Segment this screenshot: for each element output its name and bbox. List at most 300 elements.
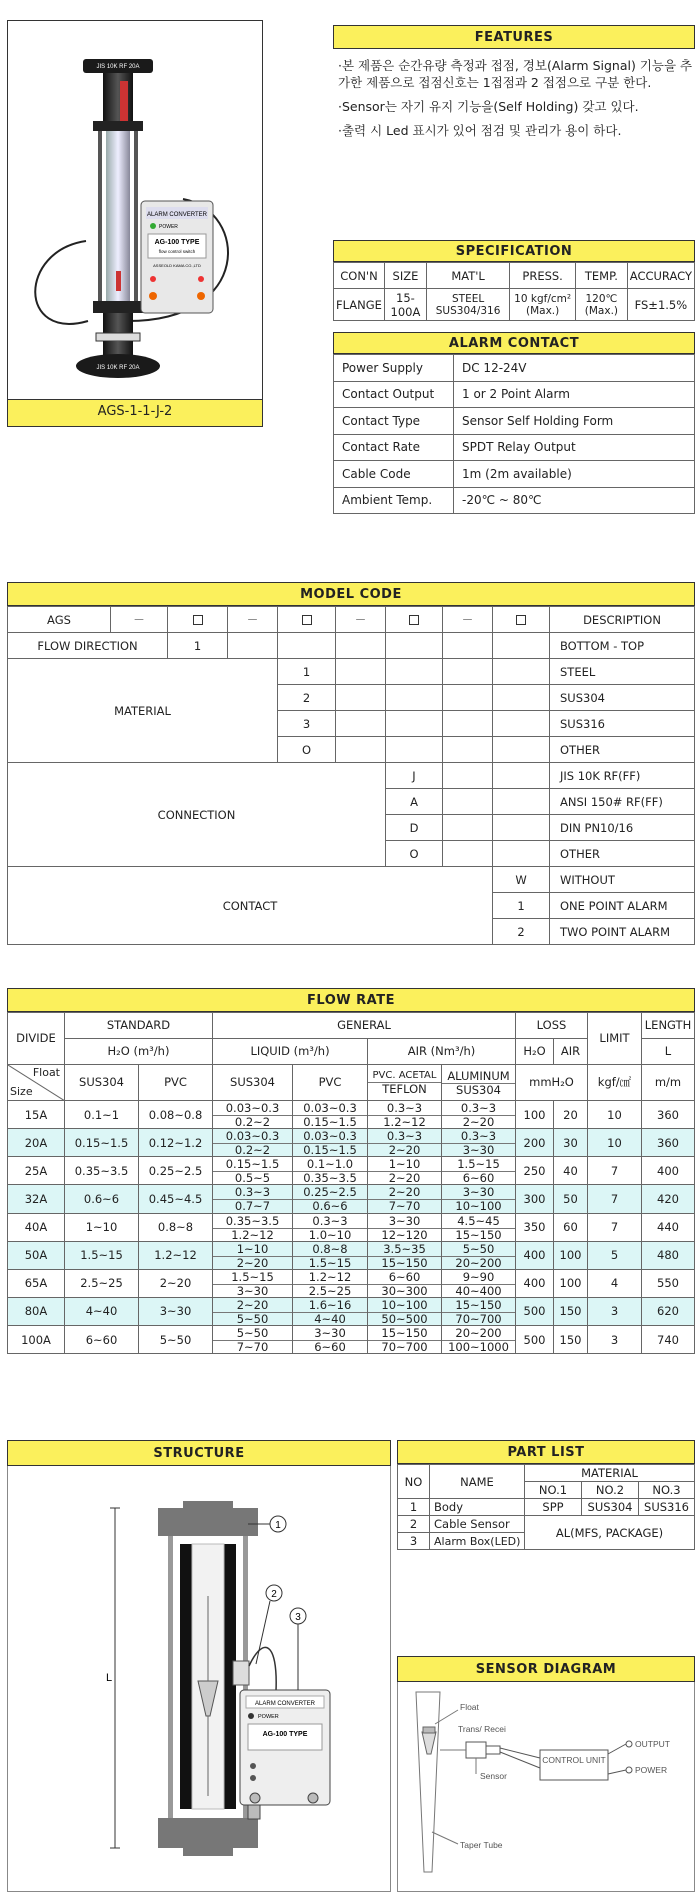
mc-box xyxy=(278,607,336,633)
fr-air-al-low: 5~50 xyxy=(442,1242,515,1257)
fr-liquid-sus304-low: 2~20 xyxy=(213,1298,292,1313)
feature-item: ·출력 시 Led 표시가 있어 점검 및 관리가 용이 하다. xyxy=(338,122,622,138)
label-trans: Trans/ Recei xyxy=(458,1724,506,1734)
fr-air-al-high: 15~150 xyxy=(455,1227,502,1242)
fr-air-al-low: 3~30 xyxy=(442,1185,515,1200)
mc-box xyxy=(493,607,550,633)
fr-liquid-sus304-low: 1.5~15 xyxy=(213,1270,292,1285)
structure-box-title: ALARM CONVERTER xyxy=(255,1701,315,1707)
fr-length: 360 xyxy=(642,1101,695,1129)
fr-loss-h2o: 400 xyxy=(516,1241,554,1269)
fr-length: 420 xyxy=(642,1185,695,1213)
pl-row-no: 3 xyxy=(398,1533,430,1550)
fr-h-pvc-acetal-label: PVC. ACETAL xyxy=(368,1070,441,1084)
flange-label-bottom: JIS 10K RF 20A xyxy=(96,365,140,371)
flow-rate-row xyxy=(8,1129,695,1157)
fr-liquid-sus304-high: 1.2~12 xyxy=(231,1227,274,1242)
fr-h-aluminum-label: ALUMINUM xyxy=(442,1069,515,1084)
fr-liquid-sus304 xyxy=(213,1297,293,1325)
fr-air-pvc-low: 10~100 xyxy=(368,1298,441,1313)
fr-loss-h2o: 300 xyxy=(516,1185,554,1213)
fr-h-sus304: SUS304 xyxy=(213,1065,293,1101)
ac-value: SPDT Relay Output xyxy=(454,434,695,461)
mc-dash: － xyxy=(111,607,168,633)
flow-rate-row xyxy=(8,1101,695,1129)
mc-desc: SUS304 xyxy=(550,685,695,711)
fr-air-al-high: 70~700 xyxy=(455,1311,502,1326)
ac-value: DC 12-24V xyxy=(454,355,695,382)
fr-size: 100A xyxy=(8,1326,65,1354)
fr-liquid-pvc-high: 2.5~25 xyxy=(308,1283,352,1298)
fr-std-pvc: 2~20 xyxy=(139,1269,213,1297)
pl-shared-material: AL(MFS, PACKAGE) xyxy=(525,1516,695,1550)
spec-value: FLANGE xyxy=(334,289,385,321)
fr-liquid-pvc xyxy=(293,1129,368,1157)
mc-desc: TWO POINT ALARM xyxy=(550,919,695,945)
fr-h-teflon: TEFLON xyxy=(382,1082,427,1097)
pl-row-no: 2 xyxy=(398,1516,430,1533)
fr-liquid-pvc-high: 6~60 xyxy=(314,1340,346,1355)
fr-length: 480 xyxy=(642,1241,695,1269)
ac-value: -20℃ ~ 80℃ xyxy=(454,487,695,514)
pl-row-m2: SUS304 xyxy=(582,1499,639,1516)
fr-liquid-pvc xyxy=(293,1269,368,1297)
fr-liquid-pvc-low: 0.1~1.0 xyxy=(293,1157,367,1172)
fr-liquid-pvc-high: 0.15~1.5 xyxy=(303,1143,357,1158)
fr-air-pvc-high: 15~150 xyxy=(381,1255,428,1270)
fr-h-sus304: SUS304 xyxy=(65,1065,139,1101)
fr-air-pvc xyxy=(368,1269,442,1297)
specification-header: SPECIFICATION xyxy=(333,240,695,262)
label-output: OUTPUT xyxy=(635,1739,670,1749)
fr-std-pvc: 0.25~2.5 xyxy=(139,1157,213,1185)
product-caption: AGS-1-1-J-2 xyxy=(8,399,262,426)
fr-liquid-sus304-high: 0.2~2 xyxy=(234,1143,271,1158)
mc-code: A xyxy=(386,789,443,815)
fr-liquid-sus304 xyxy=(213,1241,293,1269)
mc-code: D xyxy=(386,815,443,841)
fr-size: 20A xyxy=(8,1129,65,1157)
mc-flow-direction-label: FLOW DIRECTION xyxy=(8,633,168,659)
mc-code: 2 xyxy=(493,919,550,945)
fr-liquid-sus304 xyxy=(213,1213,293,1241)
product-photo xyxy=(8,21,262,399)
ac-label: Contact Type xyxy=(334,408,454,435)
pl-row-no: 1 xyxy=(398,1499,430,1516)
label-power: POWER xyxy=(635,1765,668,1775)
fr-air-al-high: 2~20 xyxy=(462,1115,495,1130)
fr-limit: 5 xyxy=(588,1241,642,1269)
feature-item: ·본 제품은 순간유량 측정과 접점, 경보(Alarm Signal) 기능을 추가한 제품으로 접점신호는 1접점과 2 접점으로 구분 한다. xyxy=(338,58,693,90)
fr-loss-air: 100 xyxy=(554,1241,588,1269)
fr-loss-h2o: H₂O xyxy=(516,1039,554,1065)
flow-rate-table xyxy=(7,1012,695,1354)
fr-liquid-sus304-low: 1~10 xyxy=(213,1242,292,1257)
fr-loss-air: 30 xyxy=(554,1129,588,1157)
fr-std-pvc: 0.45~4.5 xyxy=(139,1185,213,1213)
fr-length: 550 xyxy=(642,1269,695,1297)
fr-liquid-pvc-low: 1.2~12 xyxy=(293,1270,367,1285)
fr-std-sus304: 2.5~25 xyxy=(65,1269,139,1297)
fr-liquid-sus304-low: 0.03~0.3 xyxy=(213,1101,292,1116)
fr-liquid-sus304-high: 7~70 xyxy=(236,1340,269,1355)
fr-air-pvc xyxy=(368,1213,442,1241)
fr-h-pvc: PVC xyxy=(293,1065,368,1101)
fr-loss: LOSS xyxy=(516,1013,588,1039)
fr-size: 15A xyxy=(8,1101,65,1129)
mc-desc: ONE POINT ALARM xyxy=(550,893,695,919)
fr-air-al-low: 15~150 xyxy=(442,1298,515,1313)
fr-limit: 10 xyxy=(588,1101,642,1129)
fr-length: 400 xyxy=(642,1157,695,1185)
fr-liquid-pvc-low: 0.8~8 xyxy=(293,1242,367,1257)
structure-box-model: AG-100 TYPE xyxy=(262,1731,308,1738)
fr-liquid-pvc-high: 0.15~1.5 xyxy=(303,1115,357,1130)
callout-3: 3 xyxy=(295,1612,301,1623)
fr-std-sus304: 6~60 xyxy=(65,1326,139,1354)
fr-std-sus304: 1~10 xyxy=(65,1213,139,1241)
pl-no-header: NO xyxy=(398,1465,430,1499)
fr-loss-h2o: 100 xyxy=(516,1101,554,1129)
structure-drawing-panel xyxy=(7,1466,391,1892)
pl-material-header: MATERIAL xyxy=(525,1465,695,1482)
fr-std-sus304: 0.6~6 xyxy=(65,1185,139,1213)
model-code-header: MODEL CODE xyxy=(7,582,695,606)
mc-dash: － xyxy=(443,607,493,633)
fr-limit: 7 xyxy=(588,1185,642,1213)
fr-general: GENERAL xyxy=(213,1013,516,1039)
fr-air-al xyxy=(442,1326,516,1354)
fr-liquid-sus304 xyxy=(213,1326,293,1354)
fr-size: 40A xyxy=(8,1213,65,1241)
fr-loss-h2o: 500 xyxy=(516,1326,554,1354)
fr-h-aluminum xyxy=(442,1065,516,1101)
fr-liquid-pvc-high: 1.0~10 xyxy=(308,1227,352,1242)
fr-air-pvc-high: 2~20 xyxy=(388,1143,421,1158)
fr-h-pvc: PVC xyxy=(139,1065,213,1101)
fr-liquid: LIQUID (m³/h) xyxy=(213,1039,368,1065)
fr-air-al-high: 3~30 xyxy=(462,1143,495,1158)
fr-loss-air: 100 xyxy=(554,1269,588,1297)
ac-label: Contact Rate xyxy=(334,434,454,461)
fr-air-al-high: 10~100 xyxy=(455,1199,502,1214)
ac-label: Ambient Temp. xyxy=(334,487,454,514)
label-float: Float xyxy=(460,1702,479,1712)
spec-header: TEMP. xyxy=(576,263,628,289)
fr-air-al xyxy=(442,1157,516,1185)
fr-length: 620 xyxy=(642,1297,695,1325)
fr-std-pvc: 0.08~0.8 xyxy=(139,1101,213,1129)
fr-air-pvc-low: 0.3~3 xyxy=(368,1101,441,1116)
mc-code: 1 xyxy=(168,633,228,659)
fr-air-pvc xyxy=(368,1129,442,1157)
fr-air-pvc-high: 12~120 xyxy=(381,1227,428,1242)
mc-desc: ANSI 150# RF(FF) xyxy=(550,789,695,815)
fr-h-pvc-acetal xyxy=(368,1065,442,1101)
fr-liquid-sus304-low: 0.35~3.5 xyxy=(213,1214,292,1229)
fr-liquid-pvc-high: 4~40 xyxy=(314,1311,346,1326)
feature-item: ·Sensor는 자기 유지 기능을(Self Holding) 갖고 있다. xyxy=(338,98,639,114)
fr-loss-h2o: 400 xyxy=(516,1269,554,1297)
fr-liquid-sus304-high: 2~20 xyxy=(236,1255,269,1270)
fr-std-sus304: 0.1~1 xyxy=(65,1101,139,1129)
fr-air-pvc-high: 2~20 xyxy=(388,1171,421,1186)
ac-label: Cable Code xyxy=(334,461,454,488)
fr-limit: 3 xyxy=(588,1326,642,1354)
mc-box xyxy=(168,607,228,633)
fr-len-l: L xyxy=(642,1039,695,1065)
fr-air-al xyxy=(442,1129,516,1157)
fr-size: 32A xyxy=(8,1185,65,1213)
callout-1: 1 xyxy=(275,1520,281,1531)
fr-liquid-sus304 xyxy=(213,1101,293,1129)
fr-length: 360 xyxy=(642,1129,695,1157)
mc-desc: STEEL xyxy=(550,659,695,685)
mc-code: 1 xyxy=(278,659,336,685)
fr-size: Size xyxy=(10,1085,33,1099)
fr-h-mmh2o: mmH₂O xyxy=(516,1065,588,1101)
spec-value: 10 kgf/cm² (Max.) xyxy=(510,289,576,321)
flow-rate-row xyxy=(8,1297,695,1325)
structure-drawing xyxy=(8,1466,390,1890)
fr-liquid-pvc-high: 0.35~3.5 xyxy=(303,1171,357,1186)
fr-liquid-sus304 xyxy=(213,1185,293,1213)
fr-standard: STANDARD xyxy=(65,1013,213,1039)
fr-air-al-low: 20~200 xyxy=(442,1326,515,1341)
fr-liquid-sus304-low: 5~50 xyxy=(213,1326,292,1341)
flow-rate-header: FLOW RATE xyxy=(7,988,695,1012)
fr-air-pvc-high: 1.2~12 xyxy=(383,1115,426,1130)
pl-no3: NO.3 xyxy=(639,1482,695,1499)
pl-row-m1: SPP xyxy=(525,1499,582,1516)
fr-divide: DIVIDE xyxy=(8,1013,65,1065)
fr-std-pvc: 0.12~1.2 xyxy=(139,1129,213,1157)
fr-size: 65A xyxy=(8,1269,65,1297)
fr-liquid-pvc-low: 0.25~2.5 xyxy=(293,1185,367,1200)
fr-air-al xyxy=(442,1269,516,1297)
fr-limit: 7 xyxy=(588,1157,642,1185)
fr-liquid-sus304 xyxy=(213,1129,293,1157)
product-photo-panel xyxy=(7,20,263,427)
fr-liquid-pvc-low: 1.6~16 xyxy=(293,1298,367,1313)
box-sub: flow control switch xyxy=(158,249,196,254)
flange-label-top: JIS 10K RF 20A xyxy=(96,64,140,70)
fr-liquid-pvc xyxy=(293,1241,368,1269)
mc-contact-label: CONTACT xyxy=(8,867,493,945)
fr-std-pvc: 3~30 xyxy=(139,1297,213,1325)
fr-std-sus304: 4~40 xyxy=(65,1297,139,1325)
fr-air-al-low: 1.5~15 xyxy=(442,1157,515,1172)
ac-label: Power Supply xyxy=(334,355,454,382)
box-model: AG-100 TYPE xyxy=(154,239,200,246)
fr-loss-h2o: 350 xyxy=(516,1213,554,1241)
fr-liquid-pvc xyxy=(293,1297,368,1325)
fr-liquid-pvc-high: 1.5~15 xyxy=(308,1255,352,1270)
mc-code: W xyxy=(493,867,550,893)
mc-dash: － xyxy=(336,607,386,633)
fr-float: Float xyxy=(32,1066,60,1079)
spec-header: CON'N xyxy=(334,263,385,289)
fr-h-mm: m/m xyxy=(642,1065,695,1101)
fr-air-pvc xyxy=(368,1297,442,1325)
fr-std-sus304: 1.5~15 xyxy=(65,1241,139,1269)
fr-liquid-sus304-high: 0.7~7 xyxy=(234,1199,271,1214)
flow-rate-row xyxy=(8,1213,695,1241)
mc-desc: WITHOUT xyxy=(550,867,695,893)
fr-loss-air: 50 xyxy=(554,1185,588,1213)
mc-material-label: MATERIAL xyxy=(8,659,278,763)
fr-liquid-sus304-high: 0.2~2 xyxy=(234,1115,271,1130)
mc-prefix: AGS xyxy=(8,607,111,633)
fr-length: 440 xyxy=(642,1213,695,1241)
spec-value: FS±1.5% xyxy=(627,289,694,321)
fr-air-al-low: 0.3~3 xyxy=(442,1129,515,1144)
fr-liquid-pvc-low: 0.3~3 xyxy=(293,1214,367,1229)
fr-air-pvc-low: 6~60 xyxy=(368,1270,441,1285)
mc-code: 1 xyxy=(493,893,550,919)
fr-air-al-low: 4.5~45 xyxy=(442,1214,515,1229)
ac-value: Sensor Self Holding Form xyxy=(454,408,695,435)
fr-limit: 10 xyxy=(588,1129,642,1157)
spec-value: STEEL SUS304/316 xyxy=(426,289,509,321)
fr-liquid-pvc-low: 3~30 xyxy=(293,1326,367,1341)
fr-air-pvc-low: 0.3~3 xyxy=(368,1129,441,1144)
ac-value: 1m (2m available) xyxy=(454,461,695,488)
fr-air-pvc-low: 3~30 xyxy=(368,1214,441,1229)
fr-liquid-pvc xyxy=(293,1326,368,1354)
fr-air-al xyxy=(442,1241,516,1269)
fr-liquid-sus304-low: 0.03~0.3 xyxy=(213,1129,292,1144)
fr-loss-air: 20 xyxy=(554,1101,588,1129)
fr-loss-h2o: 250 xyxy=(516,1157,554,1185)
fr-air-pvc xyxy=(368,1157,442,1185)
fr-loss-air: 60 xyxy=(554,1213,588,1241)
fr-air-pvc xyxy=(368,1326,442,1354)
label-sensor: Sensor xyxy=(480,1771,507,1781)
flow-rate-row xyxy=(8,1185,695,1213)
fr-h-al-sus304: SUS304 xyxy=(456,1083,501,1097)
mc-code: O xyxy=(386,841,443,867)
fr-size: 80A xyxy=(8,1297,65,1325)
fr-size: 25A xyxy=(8,1157,65,1185)
fr-air-pvc-high: 7~70 xyxy=(388,1199,421,1214)
fr-liquid-sus304-high: 5~50 xyxy=(236,1311,269,1326)
fr-air-al xyxy=(442,1213,516,1241)
fr-std-pvc: 1.2~12 xyxy=(139,1241,213,1269)
fr-std-pvc: 5~50 xyxy=(139,1326,213,1354)
sensor-diagram-panel xyxy=(397,1682,695,1892)
fr-liquid-sus304 xyxy=(213,1269,293,1297)
alarm-contact-header: ALARM CONTACT xyxy=(333,332,695,354)
fr-liquid-pvc xyxy=(293,1101,368,1129)
fr-air: AIR (Nm³/h) xyxy=(368,1039,516,1065)
ac-value: 1 or 2 Point Alarm xyxy=(454,381,695,408)
fr-liquid-pvc-low: 0.03~0.3 xyxy=(293,1101,367,1116)
box-title: ALARM CONVERTER xyxy=(147,212,207,218)
mc-box xyxy=(386,607,443,633)
mc-code: J xyxy=(386,763,443,789)
spec-value: 120℃ (Max.) xyxy=(576,289,628,321)
flow-rate-row xyxy=(8,1157,695,1185)
mc-code: O xyxy=(278,737,336,763)
fr-air-al xyxy=(442,1297,516,1325)
fr-loss-h2o: 500 xyxy=(516,1297,554,1325)
fr-air-al-high: 40~400 xyxy=(455,1283,502,1298)
fr-loss-h2o: 200 xyxy=(516,1129,554,1157)
fr-loss-air: 40 xyxy=(554,1157,588,1185)
pl-no1: NO.1 xyxy=(525,1482,582,1499)
fr-float-size xyxy=(8,1065,65,1101)
mc-desc: JIS 10K RF(FF) xyxy=(550,763,695,789)
fr-air-al-low: 9~90 xyxy=(442,1270,515,1285)
fr-liquid-pvc xyxy=(293,1185,368,1213)
fr-liquid-pvc xyxy=(293,1157,368,1185)
part-list-table xyxy=(397,1464,695,1550)
dim-l-label: L xyxy=(106,1672,113,1684)
mc-code: 2 xyxy=(278,685,336,711)
fr-loss-air: 150 xyxy=(554,1326,588,1354)
fr-air-pvc-low: 3.5~35 xyxy=(368,1242,441,1257)
mc-desc: DIN PN10/16 xyxy=(550,815,695,841)
fr-liquid-sus304-high: 0.5~5 xyxy=(234,1171,271,1186)
ac-label: Contact Output xyxy=(334,381,454,408)
fr-limit: LIMIT xyxy=(588,1013,642,1065)
fr-loss-air: AIR xyxy=(554,1039,588,1065)
flow-rate-row xyxy=(8,1326,695,1354)
mc-desc: OTHER xyxy=(550,737,695,763)
pl-no2: NO.2 xyxy=(582,1482,639,1499)
fr-loss-air: 150 xyxy=(554,1297,588,1325)
model-code-table xyxy=(7,606,695,945)
fr-limit: 4 xyxy=(588,1269,642,1297)
part-list-header: PART LIST xyxy=(397,1440,695,1464)
pl-row-name: Body xyxy=(430,1499,525,1516)
fr-liquid-pvc-low: 0.03~0.3 xyxy=(293,1129,367,1144)
pl-name-header: NAME xyxy=(430,1465,525,1499)
fr-air-pvc xyxy=(368,1241,442,1269)
mc-dash: － xyxy=(228,607,278,633)
fr-air-pvc xyxy=(368,1101,442,1129)
fr-length: 740 xyxy=(642,1326,695,1354)
spec-header: SIZE xyxy=(384,263,426,289)
sensor-diagram xyxy=(398,1682,694,1890)
fr-liquid-pvc xyxy=(293,1213,368,1241)
fr-liquid-pvc-high: 0.6~6 xyxy=(312,1199,348,1214)
mc-desc: OTHER xyxy=(550,841,695,867)
mc-code: 3 xyxy=(278,711,336,737)
box-brand: ASSEOLD KAMA CO.,LTD xyxy=(153,263,201,268)
fr-limit: 7 xyxy=(588,1213,642,1241)
fr-length: LENGTH xyxy=(642,1013,695,1039)
structure-box-power: POWER xyxy=(258,1714,279,1720)
sensor-diagram-header: SENSOR DIAGRAM xyxy=(397,1656,695,1682)
pl-row-m3: SUS316 xyxy=(639,1499,695,1516)
fr-liquid-sus304-low: 0.15~1.5 xyxy=(213,1157,292,1172)
mc-desc: SUS316 xyxy=(550,711,695,737)
fr-h-kgf: kgf/㎠ xyxy=(588,1065,642,1101)
fr-air-pvc-high: 30~300 xyxy=(381,1283,428,1298)
fr-air-al-high: 100~1000 xyxy=(448,1340,509,1355)
callout-2: 2 xyxy=(271,1589,277,1600)
flow-rate-row xyxy=(8,1241,695,1269)
fr-air-pvc-low: 2~20 xyxy=(368,1185,441,1200)
mc-desc: BOTTOM - TOP xyxy=(550,633,695,659)
fr-air-al-high: 6~60 xyxy=(462,1171,495,1186)
fr-air-pvc-high: 50~500 xyxy=(381,1311,428,1326)
fr-std-pvc: 0.8~8 xyxy=(139,1213,213,1241)
label-control: CONTROL UNIT xyxy=(542,1755,606,1765)
pl-row-name: Cable Sensor xyxy=(430,1516,525,1533)
